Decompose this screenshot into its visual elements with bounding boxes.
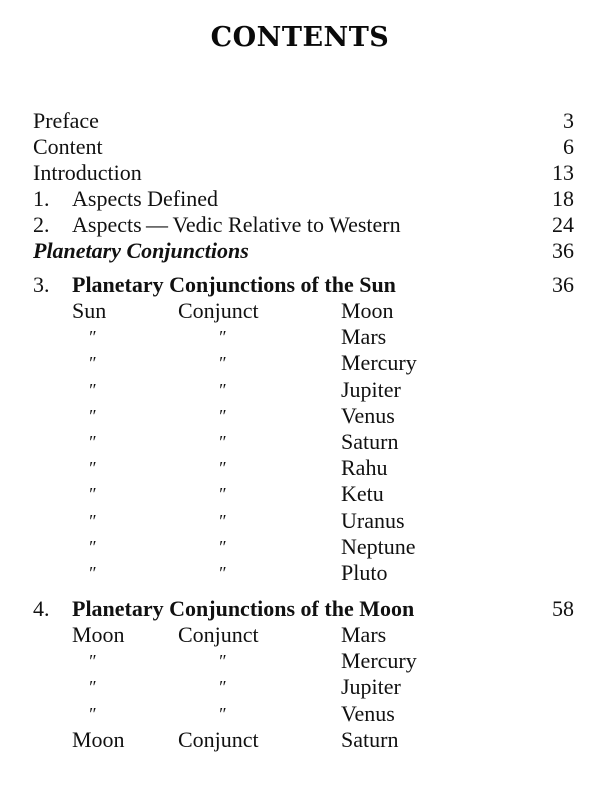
conjunction-row[interactable] bbox=[0, 403, 600, 429]
planet-b: Jupiter bbox=[341, 376, 401, 402]
ditto-mark: ″ bbox=[218, 651, 226, 672]
ditto-mark: ″ bbox=[88, 677, 96, 698]
ditto-mark: ″ bbox=[88, 353, 96, 374]
planet-a: Moon bbox=[72, 726, 125, 752]
entry-label: Preface bbox=[33, 108, 99, 133]
conjunction-row[interactable] bbox=[0, 727, 600, 753]
entry-page: 36 bbox=[552, 238, 574, 263]
relation-label: Conjunct bbox=[178, 726, 259, 752]
conjunction-row[interactable] bbox=[0, 534, 600, 560]
planet-b: Mars bbox=[341, 324, 387, 350]
planet-b: Rahu bbox=[341, 455, 388, 481]
ditto-mark: ″ bbox=[218, 510, 226, 531]
ditto-mark: ″ bbox=[218, 432, 226, 452]
ditto-mark: ″ bbox=[218, 677, 226, 698]
chapter-label: Planetary Conjunctions of the Sun bbox=[72, 272, 396, 297]
ditto-mark: ″ bbox=[218, 327, 226, 348]
planet-b: Pluto bbox=[341, 560, 388, 585]
entry-label: Aspects Defined bbox=[72, 186, 219, 211]
conjunction-row[interactable] bbox=[0, 350, 600, 376]
ditto-mark: ″ bbox=[218, 703, 226, 724]
ditto-mark: ″ bbox=[218, 353, 226, 374]
ditto-mark: ″ bbox=[88, 405, 96, 426]
ditto-mark: ″ bbox=[88, 510, 96, 531]
planet-a: Sun bbox=[72, 298, 107, 323]
entry-page: 18 bbox=[552, 186, 574, 211]
planet-b: Saturn bbox=[341, 429, 399, 454]
ditto-mark: ″ bbox=[88, 563, 96, 583]
planet-b: Moon bbox=[341, 298, 394, 323]
toc-part-planetary-conjunctions[interactable] bbox=[33, 238, 574, 264]
ditto-mark: ″ bbox=[218, 484, 226, 505]
page-title: CONTENTS bbox=[210, 22, 390, 53]
conjunction-row[interactable] bbox=[0, 377, 600, 403]
ditto-mark: ″ bbox=[218, 536, 226, 557]
ditto-mark: ″ bbox=[218, 405, 226, 426]
conjunction-row[interactable] bbox=[0, 455, 600, 481]
toc-entry-aspects-vedic-western[interactable] bbox=[33, 212, 574, 238]
toc-entry-introduction[interactable] bbox=[33, 160, 574, 186]
planet-b: Mercury bbox=[341, 350, 417, 376]
conjunction-row[interactable] bbox=[0, 674, 600, 700]
entry-label: Introduction bbox=[33, 160, 142, 185]
conjunction-row[interactable] bbox=[0, 622, 600, 648]
entry-page: 58 bbox=[552, 596, 574, 621]
ditto-mark: ″ bbox=[88, 432, 96, 452]
entry-label: Content bbox=[33, 134, 103, 159]
ditto-mark: ″ bbox=[88, 458, 96, 479]
planet-b: Neptune bbox=[341, 533, 416, 559]
ditto-mark: ″ bbox=[88, 327, 96, 348]
planet-b: Venus bbox=[341, 402, 395, 428]
ditto-mark: ″ bbox=[218, 458, 226, 479]
conjunction-row[interactable] bbox=[0, 648, 600, 674]
planet-b: Venus bbox=[341, 700, 395, 726]
planet-a: Moon bbox=[72, 622, 125, 647]
ditto-mark: ″ bbox=[88, 484, 96, 505]
entry-page: 24 bbox=[552, 212, 574, 237]
planet-b: Ketu bbox=[341, 481, 384, 507]
toc-chapter-sun[interactable] bbox=[33, 272, 574, 298]
conjunction-row[interactable] bbox=[0, 560, 600, 586]
entry-number: 1. bbox=[33, 186, 50, 211]
conjunction-row[interactable] bbox=[0, 324, 600, 350]
toc-entry-aspects-defined[interactable] bbox=[33, 186, 574, 212]
chapter-label: Planetary Conjunctions of the Moon bbox=[72, 596, 415, 621]
planet-b: Mercury bbox=[341, 648, 417, 674]
conjunction-row[interactable] bbox=[0, 508, 600, 534]
entry-page: 6 bbox=[563, 134, 574, 159]
relation-label: Conjunct bbox=[178, 298, 259, 323]
entry-number: 4. bbox=[33, 596, 50, 621]
toc-entry-preface[interactable] bbox=[33, 108, 574, 134]
planet-b: Saturn bbox=[341, 726, 399, 752]
ditto-mark: ″ bbox=[88, 651, 96, 672]
part-label: Planetary Conjunctions bbox=[33, 238, 249, 263]
toc-chapter-moon[interactable] bbox=[33, 596, 574, 622]
planet-b: Mars bbox=[341, 622, 387, 647]
conjunction-row[interactable] bbox=[0, 701, 600, 727]
conjunction-row[interactable] bbox=[0, 481, 600, 507]
planet-b: Jupiter bbox=[341, 674, 401, 700]
entry-number: 3. bbox=[33, 272, 50, 297]
entry-page: 36 bbox=[552, 272, 574, 297]
ditto-mark: ″ bbox=[88, 536, 96, 557]
ditto-mark: ″ bbox=[218, 379, 226, 400]
entry-page: 3 bbox=[563, 108, 574, 133]
toc-entry-content[interactable] bbox=[33, 134, 574, 160]
conjunction-row[interactable] bbox=[0, 298, 600, 324]
ditto-mark: ″ bbox=[88, 703, 96, 724]
entry-label: Aspects — Vedic Relative to Western bbox=[72, 212, 401, 237]
entry-page: 13 bbox=[552, 160, 574, 185]
planet-b: Uranus bbox=[341, 507, 405, 533]
ditto-mark: ″ bbox=[218, 563, 226, 583]
ditto-mark: ″ bbox=[88, 379, 96, 400]
entry-number: 2. bbox=[33, 212, 50, 237]
conjunction-row[interactable] bbox=[0, 429, 600, 455]
relation-label: Conjunct bbox=[178, 622, 259, 647]
